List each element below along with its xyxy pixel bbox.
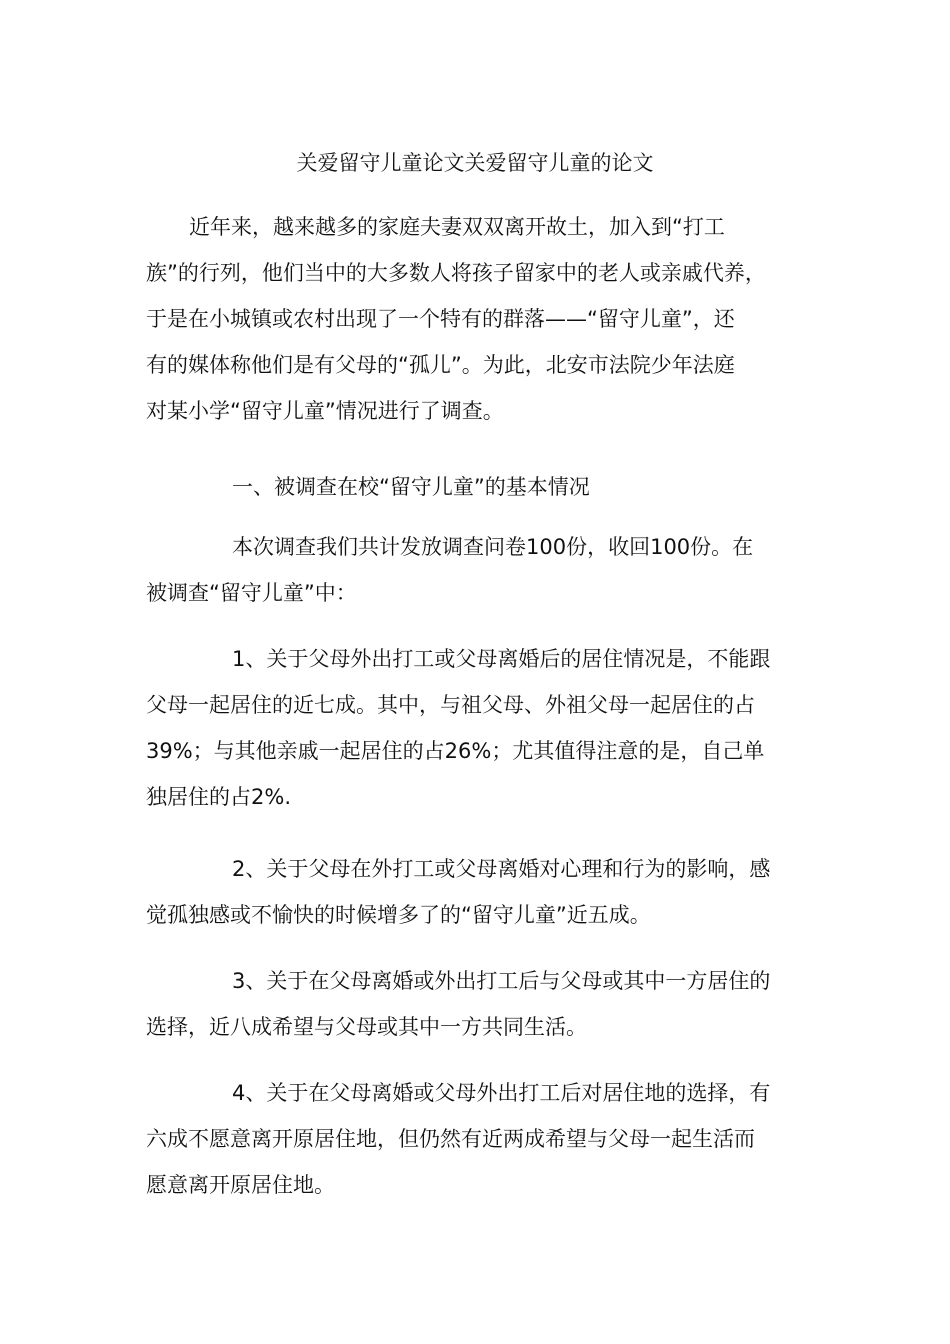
item-4-line-2: 六成不愿意离开原居住地，但仍然有近两成希望与父母一起生活而: [146, 1127, 755, 1151]
item-1-line-4: 独居住的占2%.: [146, 785, 291, 809]
section-heading: 一、被调查在校“留守儿童”的基本情况: [232, 475, 590, 499]
intro-line-3: 于是在小城镇或农村出现了一个特有的群落——“留守儿童”，还: [146, 307, 735, 331]
document-title: 关爱留守儿童论文关爱留守儿童的论文: [296, 151, 654, 175]
intro-line-5: 对某小学“留守儿童”情况进行了调查。: [146, 399, 504, 423]
intro-paragraph: [146, 204, 808, 434]
item-4-line-1: 4、关于在父母离婚或父母外出打工后对居住地的选择，有: [232, 1081, 771, 1105]
intro-line-4: 有的媒体称他们是有父母的“孤儿”。为此，北安市法院少年法庭: [146, 353, 735, 377]
item-2-line-1: 2、关于父母在外打工或父母离婚对心理和行为的影响，感: [232, 857, 771, 881]
survey-line-1: 本次调查我们共计发放调查问卷100份，收回100份。在: [232, 535, 754, 559]
intro-line-2: 族”的行列，他们当中的大多数人将孩子留家中的老人或亲戚代养，: [146, 261, 766, 285]
item-1-line-3: 39%；与其他亲戚一起居住的占26%；尤其值得注意的是，自己单: [146, 739, 765, 763]
survey-line-2: 被调查“留守儿童”中：: [146, 581, 357, 605]
item-3-paragraph: [146, 958, 808, 1050]
item-2-line-2: 觉孤独感或不愉快的时候增多了的“留守儿童”近五成。: [146, 903, 651, 927]
survey-paragraph: [146, 524, 808, 616]
item-3-line-2: 选择，近八成希望与父母或其中一方共同生活。: [146, 1015, 587, 1039]
item-1-line-2: 父母一起居住的近七成。其中，与祖父母、外祖父母一起居住的占: [146, 693, 755, 717]
intro-line-1: 近年来，越来越多的家庭夫妻双双离开故土，加入到“打工: [189, 215, 725, 239]
item-1-line-1: 1、关于父母外出打工或父母离婚后的居住情况是，不能跟: [232, 647, 771, 671]
item-2-paragraph: [146, 846, 808, 938]
item-3-line-1: 3、关于在父母离婚或外出打工后与父母或其中一方居住的: [232, 969, 771, 993]
item-1-paragraph: [146, 636, 808, 820]
item-4-line-3: 愿意离开原居住地。: [146, 1173, 335, 1197]
item-4-paragraph: [146, 1070, 808, 1208]
